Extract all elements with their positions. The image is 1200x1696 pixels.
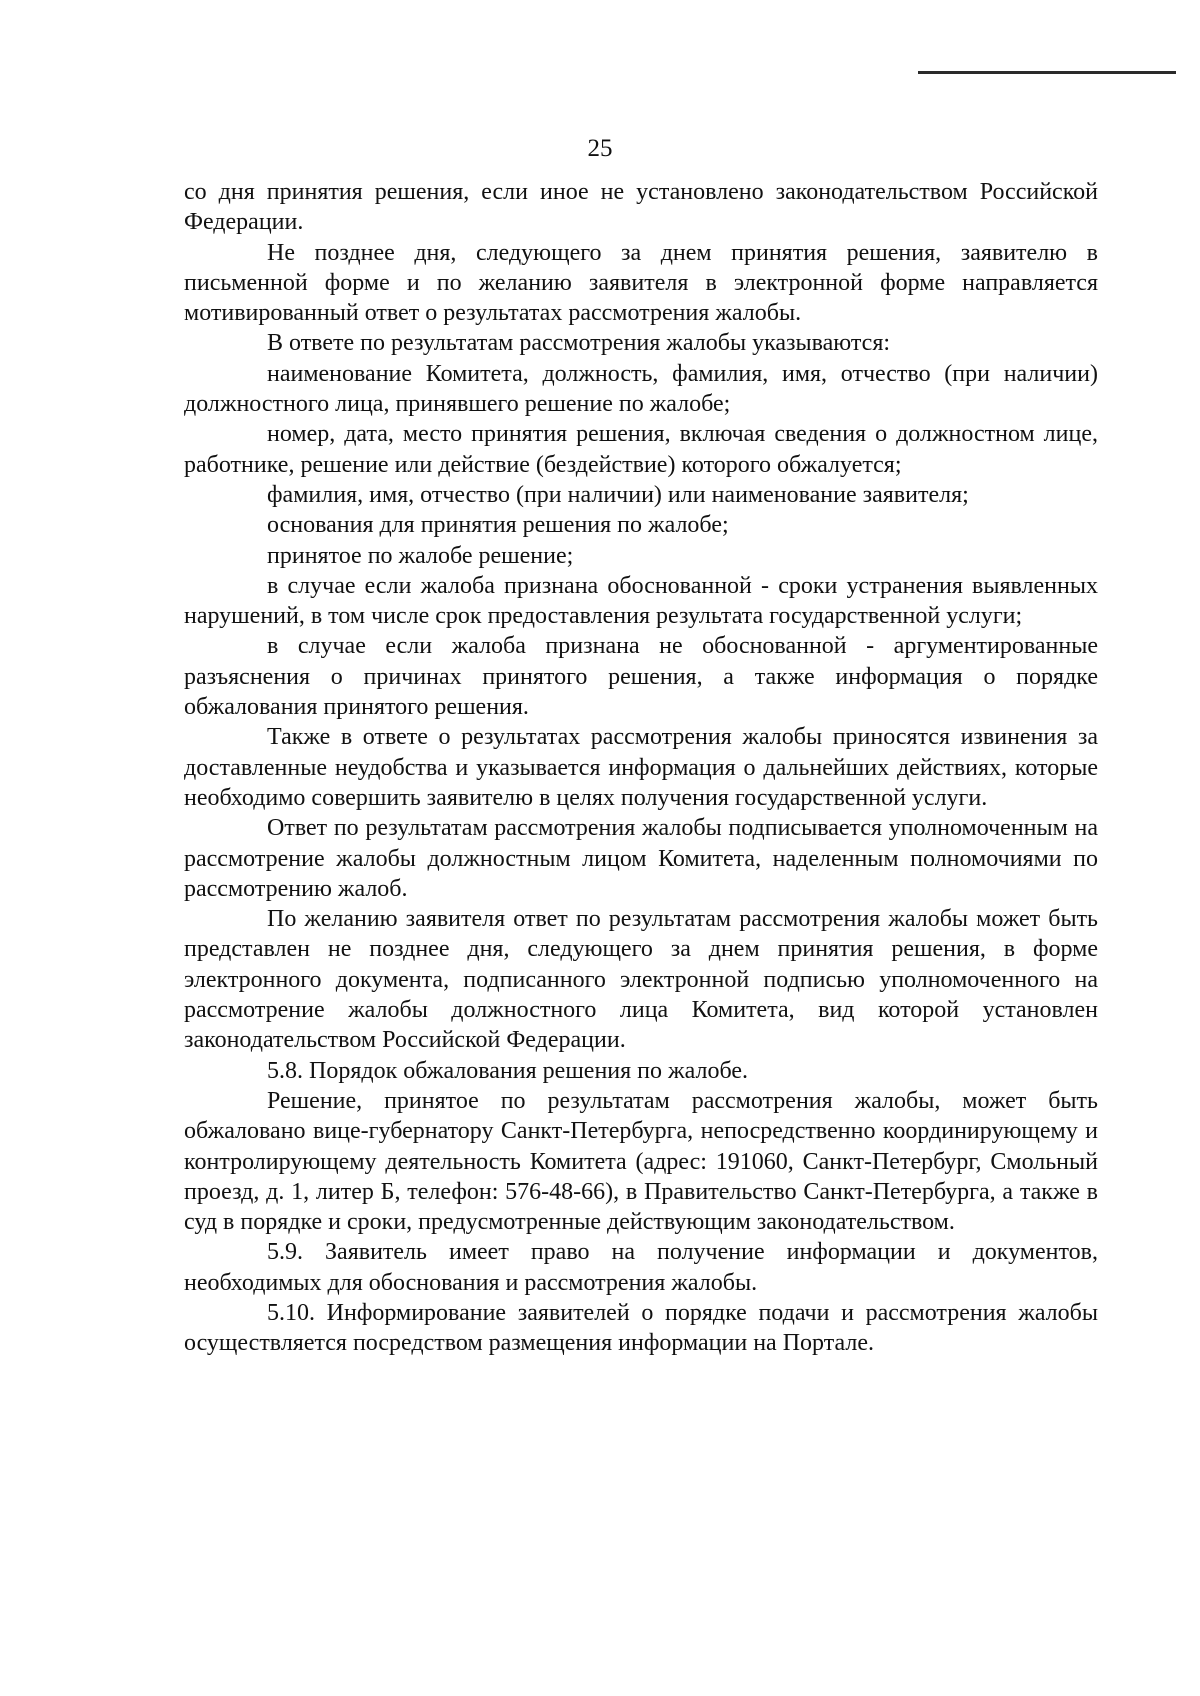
paragraph-1: со дня принятия решения, если иное не установлено законодательством Российской Федерации.	[184, 179, 1098, 236]
page-number: 25	[587, 135, 613, 162]
paragraph-7: основания для принятия решения по жалобе;	[267, 512, 729, 539]
paragraph-2: Не позднее дня, следующего за днем принятия решения, заявителю в письменной форме и по желанию заявителя в электронной форме направляется мотивированный ответ о результатах рассмотрения жалобы.	[184, 239, 1098, 327]
paragraph-6: фамилия, имя, отчество (при наличии) или наименование заявителя;	[267, 481, 969, 508]
section-5-9: 5.9. Заявитель имеет право на получение информации и документов, необходимых для обоснования и рассмотрения жалобы.	[184, 1239, 1098, 1296]
paragraph-9: в случае если жалоба признана обоснованной - сроки устранения выявленных нарушений, в том числе срок предоставления результата государственной услуги;	[184, 572, 1098, 630]
header-rule	[918, 71, 1176, 74]
section-5-10: 5.10. Информирование заявителей о порядке подачи и рассмотрения жалобы осуществляется посредством размещения информации на Портале.	[184, 1299, 1098, 1357]
paragraph-15: Решение, принятое по результатам рассмотрения жалобы, может быть обжаловано вице-губернатору Санкт-Петербурга, непосредственно координирующему и контролирующему деятельность Комитета (адрес: 191060, Санкт-Петербург, Смольный проезд, д. 1, литер Б, телефон: 576-48-66), в Правительство Санкт-Петербурга, а также в суд в порядке и сроки, предусмотренные действующим законодательством.	[184, 1087, 1098, 1236]
paragraph-13: По желанию заявителя ответ по результатам рассмотрения жалобы может быть представлен не позднее дня, следующего за днем принятия решения, в форме электронного документа, подписанного электронной подписью уполномоченного на рассмотрение жалобы должностного лица Комитета, вид которой установлен законодательством Российской Федерации.	[184, 906, 1098, 1054]
section-heading-5-8: 5.8. Порядок обжалования решения по жалобе.	[267, 1057, 748, 1084]
document-body	[184, 177, 1098, 1359]
paragraph-10: в случае если жалоба признана не обоснованной - аргументированные разъяснения о причинах принятого решения, а также информация о порядке обжалования принятого решения.	[184, 633, 1098, 721]
paragraph-4: наименование Комитета, должность, фамилия, имя, отчество (при наличии) должностного лица, принявшего решение по жалобе;	[184, 360, 1098, 418]
paragraph-5: номер, дата, место принятия решения, включая сведения о должностном лице, работнике, решение или действие (бездействие) которого обжалуется;	[184, 421, 1098, 478]
paragraph-11: Также в ответе о результатах рассмотрения жалобы приносятся извинения за доставленные неудобства и указывается информация о дальнейших действиях, которые необходимо совершить заявителю в целях получения государственной услуги.	[184, 724, 1098, 811]
paragraph-3: В ответе по результатам рассмотрения жалобы указываются:	[267, 330, 891, 357]
paragraph-12: Ответ по результатам рассмотрения жалобы подписывается уполномоченным на рассмотрение жалобы должностным лицом Комитета, наделенным полномочиями по рассмотрению жалоб.	[184, 815, 1098, 902]
paragraph-8: принятое по жалобе решение;	[267, 542, 574, 569]
